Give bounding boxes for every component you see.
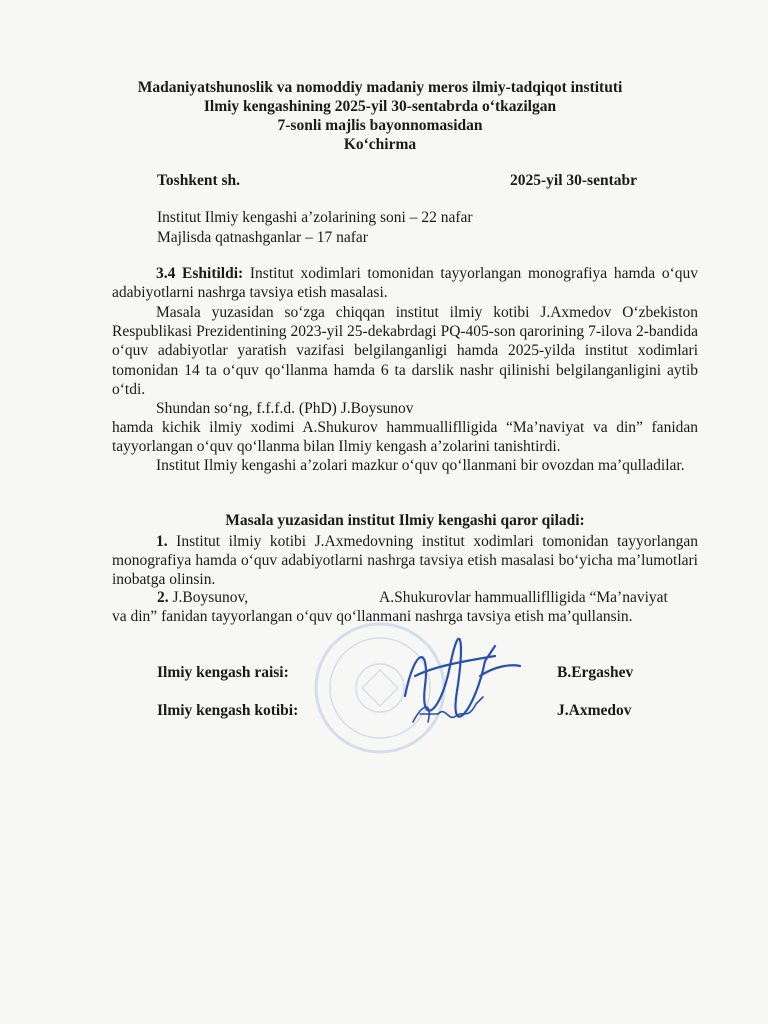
decision-title: Masala yuzasidan institut Ilmiy kengashi qaror qiladi: <box>225 512 585 529</box>
header-council: Ilmiy kengashining 2025-yil 30-sentabrda o‘tkazilgan <box>203 98 557 115</box>
heard-text: Institut xodimlari tomonidan tayyorlangan monografiya hamda o‘quv adabiyotlarni nashrga tavsiya etish masalasi. <box>112 265 698 302</box>
heard-paragraph <box>112 264 698 302</box>
header-extract: Ko‘chirma <box>343 136 417 153</box>
decision-2-coauthor: A.Shukurovlar hammualliflligida “Ma’naviyat <box>379 589 668 606</box>
paragraph-approval: Institut Ilmiy kengashi a’zolari mazkur o‘quv qo‘llanmani bir ovozdan ma’qulladilar. <box>156 457 685 474</box>
secretary-signature <box>408 692 488 732</box>
paragraph-presentation: hamda kichik ilmiy xodimi A.Shukurov hammualliflligida “Ma’naviyat va din” fanidan tayyorlangan o‘quv qo‘llanma bilan Ilmiy kengash a’zolarini tanishtirdi. <box>112 419 698 456</box>
decision-2-line1 <box>157 589 248 607</box>
chair-label: Ilmiy kengash raisi: <box>157 664 289 681</box>
decision-1-number: 1. <box>156 533 168 550</box>
members-count: Institut Ilmiy kengashi a’zolarining soni – 22 nafar <box>157 209 473 226</box>
decision-1 <box>112 532 698 590</box>
document-header <box>80 78 680 154</box>
header-minutes: 7-sonli majlis bayonnomasidan <box>277 117 483 134</box>
heard-label: 3.4 Eshitildi: <box>156 265 244 282</box>
date: 2025-yil 30-sentabr <box>510 172 638 189</box>
place: Toshkent sh. <box>157 172 241 189</box>
decision-1-text: Institut ilmiy kotibi J.Axmedovning institut xodimlari tomonidan tayyorlangan monografiya hamda o‘quv adabiyotlarni nashrga tavsiya etish masalasi bo‘yicha ma’lumotlari inobatga olinsin. <box>112 533 698 589</box>
decision-2-author: J.Boysunov, <box>168 589 249 606</box>
chair-name: B.Ergashev <box>557 664 634 681</box>
secretary-name: J.Axmedov <box>557 702 632 719</box>
decision-2-number: 2. <box>157 589 169 606</box>
paragraph-secretary-report: Masala yuzasidan so‘zga chiqqan institut ilmiy kotibi J.Axmedov O‘zbekiston Respublikasi Prezidentining 2023-yil 25-dekabrdagi PQ-405-son qarorining 7-ilova 2-bandida o‘quv adabiyotlar yaratish vazifasi belgilanganligi hamda 2025-yilda institut xodimlari tomonidan 14 ta o‘quv qo‘llanma hamda 6 ta darslik nashr qilinishi belgilanganligini aytib o‘tdi. <box>112 304 698 398</box>
attendees-count: Majlisda qatnashganlar – 17 nafar <box>157 229 368 246</box>
secretary-label: Ilmiy kengash kotibi: <box>157 702 299 719</box>
paragraph-presentation-start: Shundan so‘ng, f.f.f.d. (PhD) J.Boysunov <box>156 400 414 417</box>
header-institute: Madaniyatshunoslik va nomoddiy madaniy meros ilmiy-tadqiqot instituti <box>137 79 623 96</box>
decision-2-line2: va din” fanidan tayyorlangan o‘quv qo‘llanmani nashrga tavsiya etish ma’qullansin. <box>112 608 633 625</box>
